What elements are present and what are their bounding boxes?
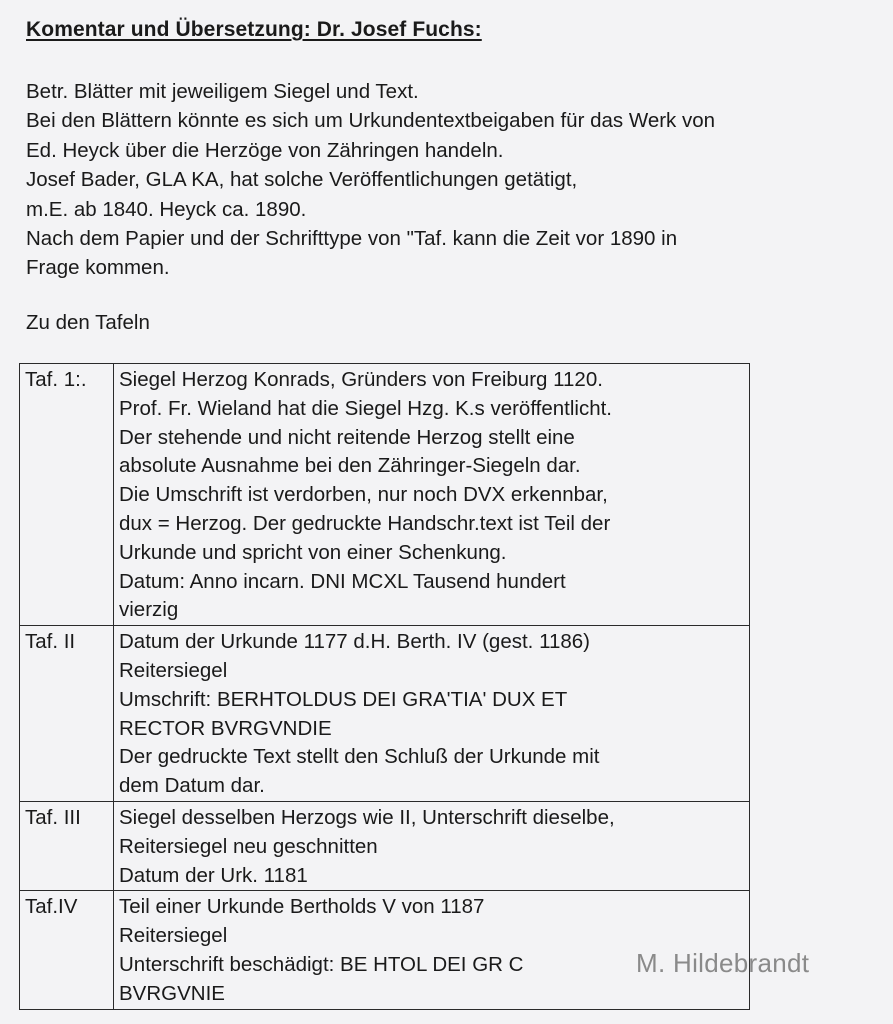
content-line: Siegel Herzog Konrads, Gründers von Freiburg 1120. <box>119 368 603 391</box>
intro-line: Frage kommen. <box>26 256 170 280</box>
content-line: dem Datum dar. <box>119 774 265 798</box>
content-line: Reitersiegel <box>119 658 228 682</box>
content-line: Prof. Fr. Wieland hat die Siegel Hzg. K.s veröffentlicht. <box>119 396 612 420</box>
row-content <box>114 364 750 626</box>
row-content <box>114 626 750 802</box>
content-line: Der stehende und nicht reitende Herzog stellt eine <box>119 425 575 449</box>
row-label: Taf. II <box>20 626 114 802</box>
intro-line: m.E. ab 1840. Heyck ca. 1890. <box>26 197 307 221</box>
content-line: absolute Ausnahme bei den Zähringer-Siegeln dar. <box>119 454 581 478</box>
content-line: Teil einer Urkunde Bertholds V von 1187 <box>119 895 485 919</box>
intro-line: Josef Bader, GLA KA, hat solche Veröffentlichungen getätigt, <box>26 168 578 192</box>
content-line: Umschrift: BERHTOLDUS DEI GRA'TIA' DUX ET <box>119 687 568 711</box>
content-line: Der gedruckte Text stellt den Schluß der Urkunde mit <box>119 745 600 769</box>
content-line: Reitersiegel <box>119 924 228 948</box>
content-line: Reitersiegel neu geschnitten <box>119 834 378 858</box>
content-line: Siegel desselben Herzogs wie II, Unterschrift dieselbe, <box>119 805 615 829</box>
content-line: vierzig <box>119 598 179 622</box>
tafeln-table <box>19 363 750 1010</box>
intro-line: Nach dem Papier und der Schrifttype von "Taf. kann die Zeit vor 1890 in <box>26 227 678 251</box>
content-line: dux = Herzog. Der gedruckte Handschr.text ist Teil der <box>119 511 611 535</box>
document-heading: Komentar und Übersetzung: Dr. Josef Fuchs: <box>26 18 482 41</box>
content-line: Die Umschrift ist verdorben, nur noch DVX erkennbar, <box>119 483 608 507</box>
content-line: Datum der Urkunde 1177 d.H. Berth. IV (gest. 1186) <box>119 630 590 654</box>
intro-line: Ed. Heyck über die Herzöge von Zähringen handeln. <box>26 138 504 162</box>
content-line: Datum: Anno incarn. DNI MCXL Tausend hundert <box>119 569 566 593</box>
table-row <box>20 801 750 890</box>
content-line: RECTOR BVRGVNDIE <box>119 716 332 740</box>
content-line: Datum der Urk. 1181 <box>119 863 308 887</box>
section-label: Zu den Tafeln <box>26 311 150 334</box>
content-line: BVRGVNIE <box>119 981 225 1005</box>
intro-paragraph <box>26 77 886 283</box>
intro-line: Betr. Blätter mit jeweiligem Siegel und Text. <box>26 80 419 103</box>
table-row <box>20 626 750 802</box>
row-label: Taf.IV <box>20 891 114 1009</box>
content-line: Urkunde und spricht von einer Schenkung. <box>119 540 507 564</box>
table-row <box>20 364 750 626</box>
row-content <box>114 801 750 890</box>
watermark-signature: M. Hildebrandt <box>636 948 810 978</box>
content-line: Unterschrift beschädigt: BE HTOL DEI GR C <box>119 952 524 976</box>
row-label: Taf. 1:. <box>20 364 114 626</box>
intro-line: Bei den Blättern könnte es sich um Urkundentextbeigaben für das Werk von <box>26 109 716 133</box>
row-label: Taf. III <box>20 801 114 890</box>
